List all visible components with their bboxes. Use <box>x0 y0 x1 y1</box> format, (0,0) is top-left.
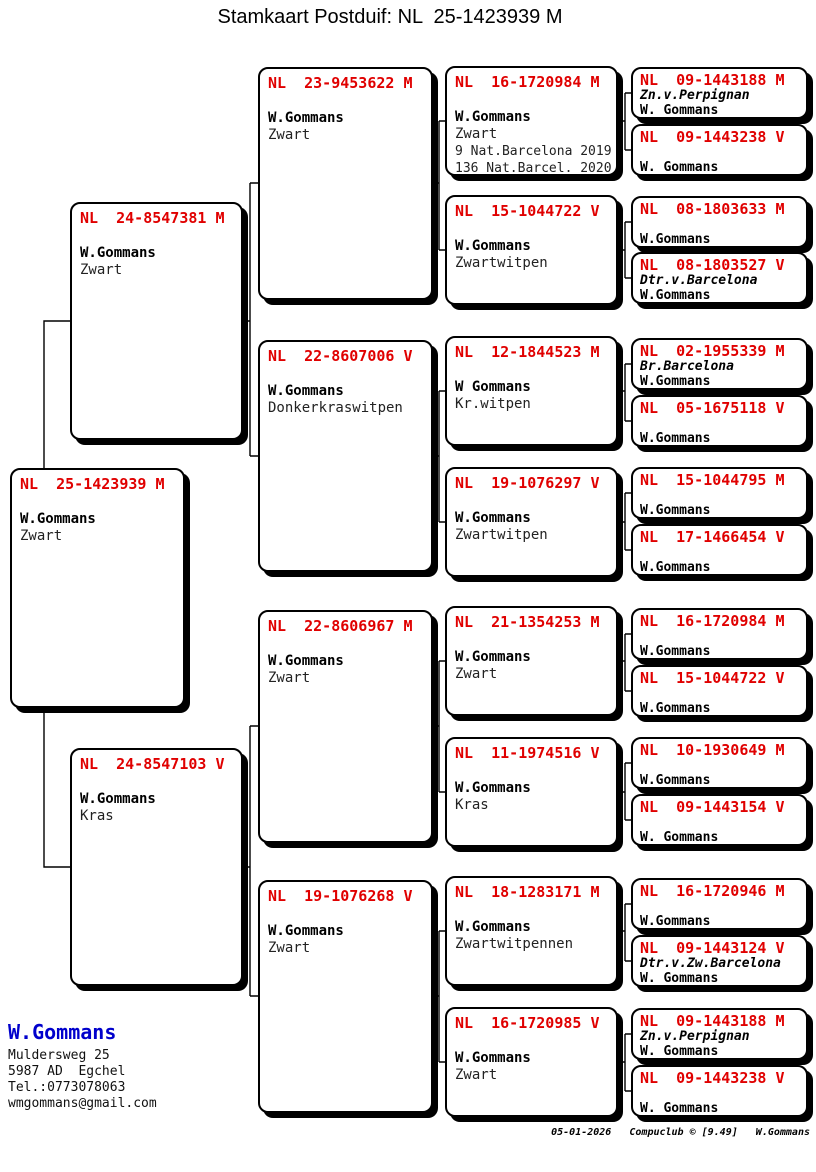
ring-number: NL 25-1423939 M <box>20 475 165 493</box>
lineage-note: Br.Barcelona <box>640 359 734 374</box>
gen5-box-1 <box>631 124 808 176</box>
lineage-note: Dtr.v.Barcelona <box>640 273 758 288</box>
color-description: Zwart <box>268 670 311 686</box>
ring-number: NL 24-8547103 V <box>80 755 225 773</box>
color-description: Zwartwitpen <box>455 255 548 271</box>
breeder-name: W.Gommans <box>640 288 711 303</box>
page-title: Stamkaart Postduif: NL 25-1423939 M <box>217 6 563 28</box>
ring-number: NL 08-1803633 M <box>640 200 785 218</box>
footer-credit: 05-01-2026 Compuclub © [9.49] W.Gommans <box>551 1127 810 1138</box>
owner-address-line1: Muldersweg 25 <box>8 1048 110 1063</box>
breeder-name: W.Gommans <box>640 431 711 446</box>
ring-number: NL 22-8606967 M <box>268 617 413 635</box>
lineage-note <box>640 1086 799 1101</box>
ring-number: NL 09-1443154 V <box>640 798 785 816</box>
lineage-note <box>640 145 799 160</box>
color-description: Donkerkraswitpen <box>268 400 403 416</box>
ring-number: NL 09-1443188 M <box>640 1012 785 1030</box>
ring-number: NL 09-1443238 V <box>640 1069 785 1087</box>
lineage-note: Zn.v.Perpignan <box>640 1029 750 1044</box>
ring-number: NL 19-1076268 V <box>268 887 413 905</box>
gen4-box-6 <box>445 876 618 986</box>
ring-number: NL 18-1283171 M <box>455 883 600 901</box>
breeder-name: W. Gommans <box>640 1044 719 1059</box>
color-description: Zwart <box>455 666 498 682</box>
ring-number: NL 22-8607006 V <box>268 347 413 365</box>
breeder-name: W. Gommans <box>640 830 719 845</box>
owner-phone: Tel.:0773078063 <box>8 1080 126 1095</box>
breeder-name: W. Gommans <box>640 103 719 118</box>
lineage-note <box>640 217 799 232</box>
ring-number: NL 23-9453622 M <box>268 74 413 92</box>
breeder-name: W.Gommans <box>455 238 531 254</box>
ring-number: NL 16-1720946 M <box>640 882 785 900</box>
breeder-name: W.Gommans <box>455 109 531 125</box>
gen4-box-0 <box>445 66 618 176</box>
breeder-name: W.Gommans <box>268 923 344 939</box>
breeder-name: W.Gommans <box>20 511 96 527</box>
breeder-name: W.Gommans <box>640 503 711 518</box>
gen3-box-2 <box>258 610 433 843</box>
breeder-name: W.Gommans <box>640 232 711 247</box>
owner-name: W.Gommans <box>8 1020 117 1044</box>
breeder-name: W.Gommans <box>455 1050 531 1066</box>
ring-number: NL 11-1974516 V <box>455 744 600 762</box>
performance-line: 136 Nat.Barcel. 2020 <box>455 161 612 176</box>
color-description: Kras <box>80 808 114 824</box>
gen5-box-2 <box>631 196 808 248</box>
breeder-name: W.Gommans <box>455 919 531 935</box>
breeder-name: W.Gommans <box>80 245 156 261</box>
lineage-note <box>640 899 799 914</box>
color-description: Kras <box>455 797 489 813</box>
ring-number: NL 09-1443124 V <box>640 939 785 957</box>
ring-number: NL 15-1044795 M <box>640 471 785 489</box>
gen5-box-3 <box>631 252 808 304</box>
breeder-name: W. Gommans <box>640 1101 719 1116</box>
gen5-box-11 <box>631 794 808 846</box>
lineage-note <box>640 545 799 560</box>
breeder-name: W. Gommans <box>640 971 719 986</box>
ring-number: NL 09-1443188 M <box>640 71 785 89</box>
gen3-box-1 <box>258 340 433 572</box>
gen5-box-8 <box>631 608 808 660</box>
breeder-name: W.Gommans <box>455 510 531 526</box>
ring-number: NL 10-1930649 M <box>640 741 785 759</box>
gen5-box-0 <box>631 67 808 119</box>
gen3-box-3 <box>258 880 433 1113</box>
gen5-box-5 <box>631 395 808 447</box>
breeder-name: W.Gommans <box>640 560 711 575</box>
gen5-box-9 <box>631 665 808 717</box>
gen5-box-6 <box>631 467 808 519</box>
breeder-name: W.Gommans <box>640 644 711 659</box>
gen5-box-4 <box>631 338 808 390</box>
ring-number: NL 16-1720985 V <box>455 1014 600 1032</box>
breeder-name: W.Gommans <box>640 914 711 929</box>
lineage-note <box>640 815 799 830</box>
color-description: Zwart <box>80 262 123 278</box>
color-description: Zwart <box>20 528 63 544</box>
lineage-note <box>640 416 799 431</box>
lineage-note <box>640 758 799 773</box>
lineage-note <box>640 629 799 644</box>
breeder-name: W.Gommans <box>80 791 156 807</box>
gen4-box-2 <box>445 336 618 446</box>
lineage-note: Zn.v.Perpignan <box>640 88 750 103</box>
color-description: Zwart <box>455 1067 498 1083</box>
ring-number: NL 02-1955339 M <box>640 342 785 360</box>
breeder-name: W.Gommans <box>455 649 531 665</box>
breeder-name: W.Gommans <box>268 383 344 399</box>
gen5-box-13 <box>631 935 808 987</box>
breeder-name: W.Gommans <box>640 773 711 788</box>
ring-number: NL 15-1044722 V <box>640 669 785 687</box>
color-description: Zwartwitpennen <box>455 936 574 952</box>
ring-number: NL 12-1844523 M <box>455 343 600 361</box>
owner-address-line2: 5987 AD Egchel <box>8 1064 126 1079</box>
ring-number: NL 09-1443238 V <box>640 128 785 146</box>
ring-number: NL 05-1675118 V <box>640 399 785 417</box>
gen4-box-7 <box>445 1007 618 1117</box>
breeder-name: W.Gommans <box>268 653 344 669</box>
mother-box <box>70 748 243 986</box>
owner-email: wmgommans@gmail.com <box>8 1096 157 1111</box>
ring-number: NL 15-1044722 V <box>455 202 600 220</box>
gen5-box-7 <box>631 524 808 576</box>
subject-box <box>10 468 185 708</box>
gen5-box-10 <box>631 737 808 789</box>
breeder-name: W.Gommans <box>268 110 344 126</box>
ring-number: NL 08-1803527 V <box>640 256 785 274</box>
breeder-name: W. Gommans <box>640 160 719 175</box>
gen4-box-4 <box>445 606 618 716</box>
ring-number: NL 24-8547381 M <box>80 209 225 227</box>
performance-line: 9 Nat.Barcelona 2019 <box>455 144 612 159</box>
gen5-box-12 <box>631 878 808 930</box>
gen4-box-1 <box>445 195 618 305</box>
gen3-box-0 <box>258 67 433 300</box>
breeder-name: W.Gommans <box>640 701 711 716</box>
gen5-box-15 <box>631 1065 808 1117</box>
breeder-name: W.Gommans <box>455 780 531 796</box>
father-box <box>70 202 243 440</box>
color-description: Zwart <box>455 126 498 142</box>
color-description: Kr.witpen <box>455 396 531 412</box>
ring-number: NL 17-1466454 V <box>640 528 785 546</box>
gen5-box-14 <box>631 1008 808 1060</box>
lineage-note <box>640 488 799 503</box>
ring-number: NL 19-1076297 V <box>455 474 600 492</box>
color-description: Zwart <box>268 940 311 956</box>
ring-number: NL 16-1720984 M <box>640 612 785 630</box>
ring-number: NL 16-1720984 M <box>455 73 600 91</box>
lineage-note: Dtr.v.Zw.Barcelona <box>640 956 781 971</box>
lineage-note <box>640 686 799 701</box>
gen4-box-3 <box>445 467 618 577</box>
color-description: Zwart <box>268 127 311 143</box>
color-description: Zwartwitpen <box>455 527 548 543</box>
gen4-box-5 <box>445 737 618 847</box>
breeder-name: W.Gommans <box>640 374 711 389</box>
breeder-name: W Gommans <box>455 379 531 395</box>
ring-number: NL 21-1354253 M <box>455 613 600 631</box>
